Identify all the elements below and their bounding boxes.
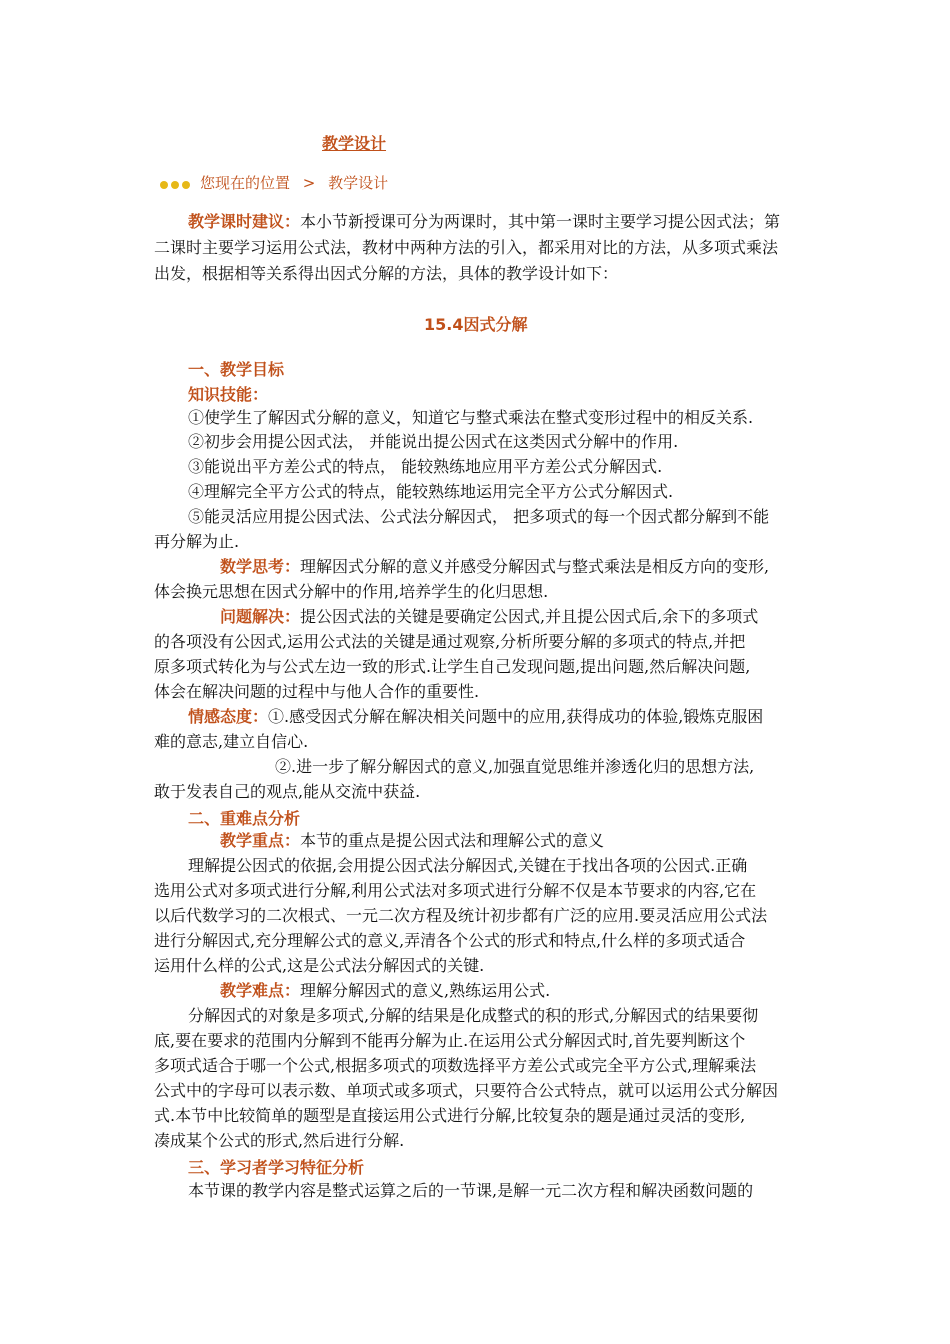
section-3-line-1: 本节课的教学内容是整式运算之后的一节课,是解一元二次方程和解决函数问题的 <box>188 1181 754 1200</box>
math-thinking-line-2: 体会换元思想在因式分解中的作用,培养学生的化归思想. <box>154 582 549 601</box>
emotion-label: 情感态度： <box>188 707 269 726</box>
emotion-line-1: 情感态度：①.感受因式分解在解决相关问题中的应用,获得成功的体验,锻炼克服困 <box>188 707 764 726</box>
breadcrumb-separator: > <box>302 174 316 192</box>
math-thinking-label: 数学思考： <box>220 557 301 576</box>
key-point-label: 教学重点： <box>220 831 301 850</box>
difficult-para-line-3: 多项式适合于哪一个公式,根据多项式的项数选择平方差公式或完全平方公式,理解乘法 <box>154 1056 757 1075</box>
difficult-para-line-1: 分解因式的对象是多项式,分解的结果是化成整式的积的形式,分解因式的结果要彻 <box>188 1006 759 1025</box>
section-2-heading: 二、重难点分析 <box>188 809 301 828</box>
objective-item-5-cont: 再分解为止. <box>154 532 240 551</box>
math-thinking-line-1: 数学思考：理解因式分解的意义并感受分解因式与整式乘法是相反方向的变形, <box>220 557 770 576</box>
objective-item-4: ④理解完全平方公式的特点，能较熟练地运用完全平方公式分解因式. <box>188 482 674 501</box>
breadcrumb-current[interactable]: 教学设计 <box>328 174 389 192</box>
key-point-line: 教学重点：本节的重点是提公因式法和理解公式的意义 <box>220 831 605 850</box>
knowledge-skills-label: 知识技能： <box>188 385 269 404</box>
difficult-para-line-4: 公式中的字母可以表示数、单项式或多项式，只要符合公式特点，就可以运用公式分解因 <box>154 1081 779 1100</box>
intro-line-3: 出发，根据相等关系得出因式分解的方法，具体的教学设计如下： <box>154 264 619 283</box>
key-para-line-5: 运用什么样的公式,这是公式法分解因式的关键. <box>154 956 485 975</box>
problem-solving-label: 问题解决： <box>220 607 301 626</box>
difficult-para-line-5: 式.本节中比较简单的题型是直接运用公式进行分解,比较复杂的题是通过灵活的变形, <box>154 1106 746 1125</box>
problem-solving-line-4: 体会在解决问题的过程中与他人合作的重要性. <box>154 682 480 701</box>
lesson-title: 15.4因式分解 <box>424 315 528 334</box>
emotion-line-4: 敢于发表自己的观点,能从交流中获益. <box>154 782 421 801</box>
breadcrumb <box>200 172 388 193</box>
bullet-dots-icon <box>160 174 193 193</box>
difficult-point-line: 教学难点：理解分解因式的意义,熟练运用公式. <box>220 981 551 1000</box>
problem-solving-line-3: 原多项式转化为与公式左边一致的形式.让学生自己发现问题,提出问题,然后解决问题, <box>154 657 751 676</box>
key-para-line-2: 选用公式对多项式进行分解,利用公式法对多项式进行分解不仅是本节要求的内容,它在 <box>154 881 757 900</box>
objective-item-3: ③能说出平方差公式的特点， 能较熟练地应用平方差公式分解因式. <box>188 457 663 476</box>
page-title: 教学设计 <box>322 134 387 153</box>
difficult-point-label: 教学难点： <box>220 981 301 1000</box>
intro-text-1: 本小节新授课可分为两课时，其中第一课时主要学习提公因式法；第 <box>300 212 781 231</box>
objective-item-5: ⑤能灵活应用提公因式法、公式法分解因式， 把多项式的每一个因式都分解到不能 <box>188 507 770 526</box>
difficult-para-line-6: 凑成某个公式的形式,然后进行分解. <box>154 1131 405 1150</box>
problem-solving-line-2: 的各项没有公因式,运用公式法的关键是通过观察,分析所要分解的多项式的特点,并把 <box>154 632 746 651</box>
key-para-line-4: 进行分解因式,充分理解公式的意义,弄清各个公式的形式和特点,什么样的多项式适合 <box>154 931 746 950</box>
objective-item-1: ①使学生了解因式分解的意义，知道它与整式乘法在整式变形过程中的相反关系. <box>188 408 754 427</box>
emotion-line-3: ②.进一步了解分解因式的意义,加强直觉思维并渗透化归的思想方法, <box>275 757 755 776</box>
key-para-line-3: 以后代数学习的二次根式、一元二次方程及统计初步都有广泛的应用.要灵活应用公式法 <box>154 906 768 925</box>
intro-line-2: 二课时主要学习运用公式法，教材中两种方法的引入，都采用对比的方法，从多项式乘法 <box>154 238 779 257</box>
problem-solving-line-1: 问题解决：提公因式法的关键是要确定公因式,并且提公因式后,余下的多项式 <box>220 607 759 626</box>
section-1-heading: 一、教学目标 <box>188 360 285 379</box>
difficult-para-line-2: 底,要在要求的范围内分解到不能再分解为止.在运用公式分解因式时,首先要判断这个 <box>154 1031 746 1050</box>
intro-label: 教学课时建议： <box>188 212 301 231</box>
breadcrumb-location-label: 您现在的位置 <box>200 174 291 192</box>
intro-line-1 <box>188 212 780 232</box>
emotion-line-2: 难的意志,建立自信心. <box>154 732 309 751</box>
key-para-line-1: 理解提公因式的依据,会用提公因式法分解因式,关键在于找出各项的公因式.正确 <box>188 856 748 875</box>
objective-item-2: ②初步会用提公因式法， 并能说出提公因式在这类因式分解中的作用. <box>188 432 679 451</box>
section-3-heading: 三、学习者学习特征分析 <box>188 1158 365 1177</box>
